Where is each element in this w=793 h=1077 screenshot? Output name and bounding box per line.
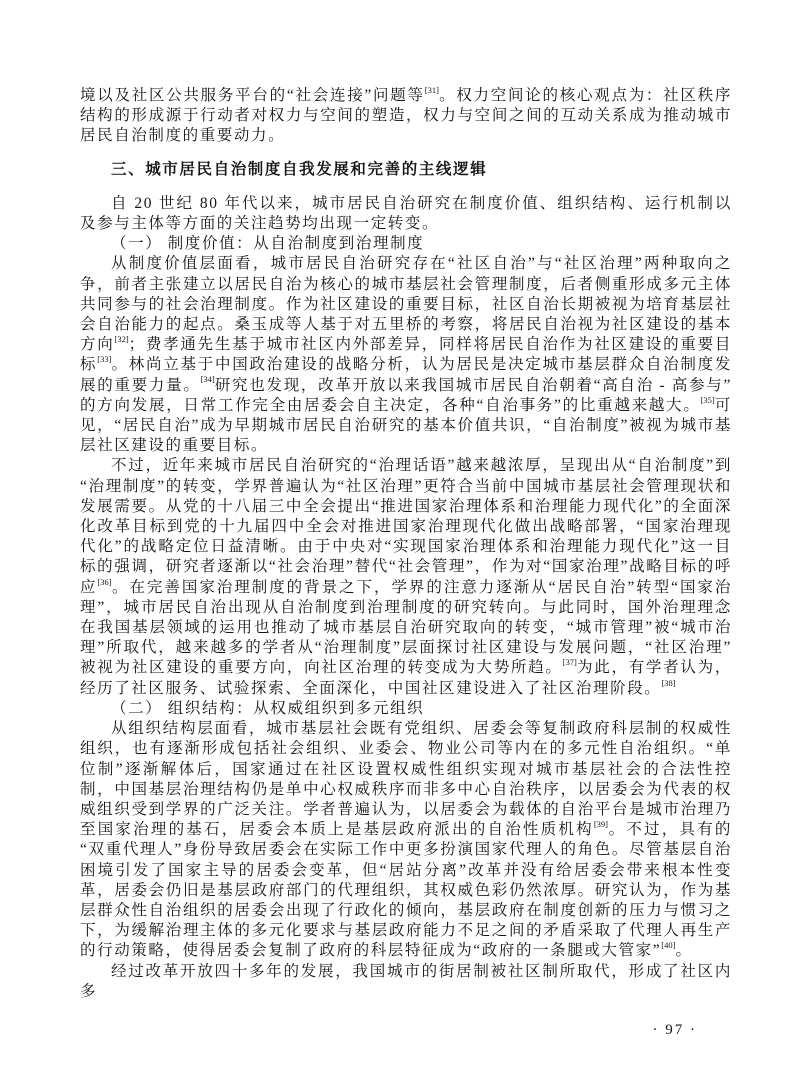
- subsection-heading: （二） 组织结构：从权威组织到多元组织: [111, 699, 425, 717]
- citation-marker: [39]: [593, 818, 608, 829]
- citation-marker: [38]: [661, 677, 676, 688]
- paragraph: 经过改革开放四十多年的发展，我国城市的街居制被社区制所取代，形成了社区内多: [80, 962, 732, 1000]
- paragraph: 境以及社区公共服务平台的“社会连接”问题等[31]。权力空间论的核心观点为：社区秩序结构的形成源于行动者对权力与空间的塑造，权力与空间之间的互动关系成为推动城市居民自治制度的重要动力。: [80, 84, 732, 145]
- page-number: · 97 ·: [652, 1021, 697, 1038]
- citation-marker: [37]: [562, 657, 577, 668]
- citation-marker: [36]: [97, 576, 112, 587]
- paragraph: 从组织结构层面看，城市基层社会既有党组织、居委会等复制政府科层制的权威性组织，也有逐渐形成包括社会组织、业委会、物业公司等内在的多元性自治组织。“单位制”逐渐解体后，国家通过在社区设置权威性组织实现对城市基层社会的合法性控制，中国基层治理结构仍是单中心权威秩序而非多中心自治秩序，以居委会为代表的权威组织受到学界的广泛关注。学者普遍认为，以居委会为载体的自治平台是城市治理乃至国家治理的基石，居委会本质上是基层政府派出的自治性质机构[39]。不过，具有的“双重代理人”身份导致居委会在实际工作中更多扮演国家代理人的角色。尽管基层自治困境引发了国家主导的居委会变革，但“居站分离”改革并没有给居委会带来根本性变革，居委会仍旧是基层政府部门的代理组织，其权威色彩仍然浓厚。研究认为，作为基层群众性自治组织的居委会出现了行政化的倾向，基层政府在制度创新的压力与惯习之下，为缓解治理主体的多元化要求与基层政府能力不足之间的矛盾采取了代理人再生产的行动策略，使得居委会复制了政府的科层特征成为“政府的一条腿或大管家”[40]。: [80, 720, 733, 960]
- citation-marker: [35]: [700, 394, 715, 405]
- citation-marker: [34]: [200, 374, 215, 385]
- paragraph: 不过，近年来城市居民自治研究的“治理话语”越来越浓厚，呈现出从“自治制度”到“治理制度”的转变，学界普遍认为“社区治理”更符合当前中国城市基层社会管理现状和发展需要。从党的十八届三中全会提出“推进国家治理体系和治理能力现代化”的全面深化改革目标到党的十九届四中全会对推进国家治理现代化做出战略部署，“国家治理现代化”的战略定位日益清晰。由于中央对“实现国家治理体系和治理能力现代化”这一目标的强调，研究者逐渐以“社会治理”替代“社会管理”，作为对“国家治理”战略目标的呼应[36]。在完善国家治理制度的背景之下，学界的注意力逐渐从“居民自治”转型“国家治理”，城市居民自治出现从自治制度到治理制度的研究转向。与此同时，国外治理理念在我国基层领域的运用也推动了城市基层自治研究取向的转变，“城市管理”被“城市治理”所取代，越来越多的学者从“治理制度”层面探讨社区建设与发展问题，“社区治理”被视为社区建设的重要方向，向社区治理的转变成为大势所趋。[37]为此，有学者认为，经历了社区服务、试验探索、全面深化，中国社区建设进入了社区治理阶段。[38]: [80, 457, 732, 697]
- citation-marker: [31]: [424, 84, 439, 95]
- citation-marker: [40]: [661, 940, 676, 951]
- citation-marker: [32]: [114, 334, 129, 345]
- paragraph: 从制度价值层面看，城市居民自治研究存在“社区自治”与“社区治理”两种取向之争，前者主张建立以居民自治为核心的城市基层社会管理制度，后者侧重形成多元主体共同参与的社会治理制度。作为社区建设的重要目标，社区自治长期被视为培育基层社会自治能力的起点。桑玉成等人基于对五里桥的考察，将居民自治视为社区建设的基本方向[32]；费孝通先生基于城市社区内外部差异，同样将居民自治作为社区建设的重要目标[33]。林尚立基于中国政治建设的战略分析，认为居民是决定城市基层群众自治制度发展的重要力量。[34]研究也发现，改革开放以来我国城市居民自治朝着“高自治 - 高参与”的方向发展，日常工作完全由居委会自主决定，各种“自治事务”的比重越来越大。[35]可见，“居民自治”成为早期城市居民自治研究的基本价值共识，“自治制度”被视为城市基层社区建设的重要目标。: [80, 255, 732, 455]
- article-body: [80, 86, 732, 1002]
- paragraph: 自 20 世纪 80 年代以来，城市居民自治研究在制度价值、组织结构、运行机制以及参与主体等方面的关注趋势均出现一定转变。: [80, 194, 732, 233]
- subsection-heading: （一） 制度价值：从自治制度到治理制度: [111, 235, 425, 253]
- section-heading: 三、城市居民自治制度自我发展和完善的主线逻辑: [111, 160, 488, 178]
- citation-marker: [33]: [97, 354, 112, 365]
